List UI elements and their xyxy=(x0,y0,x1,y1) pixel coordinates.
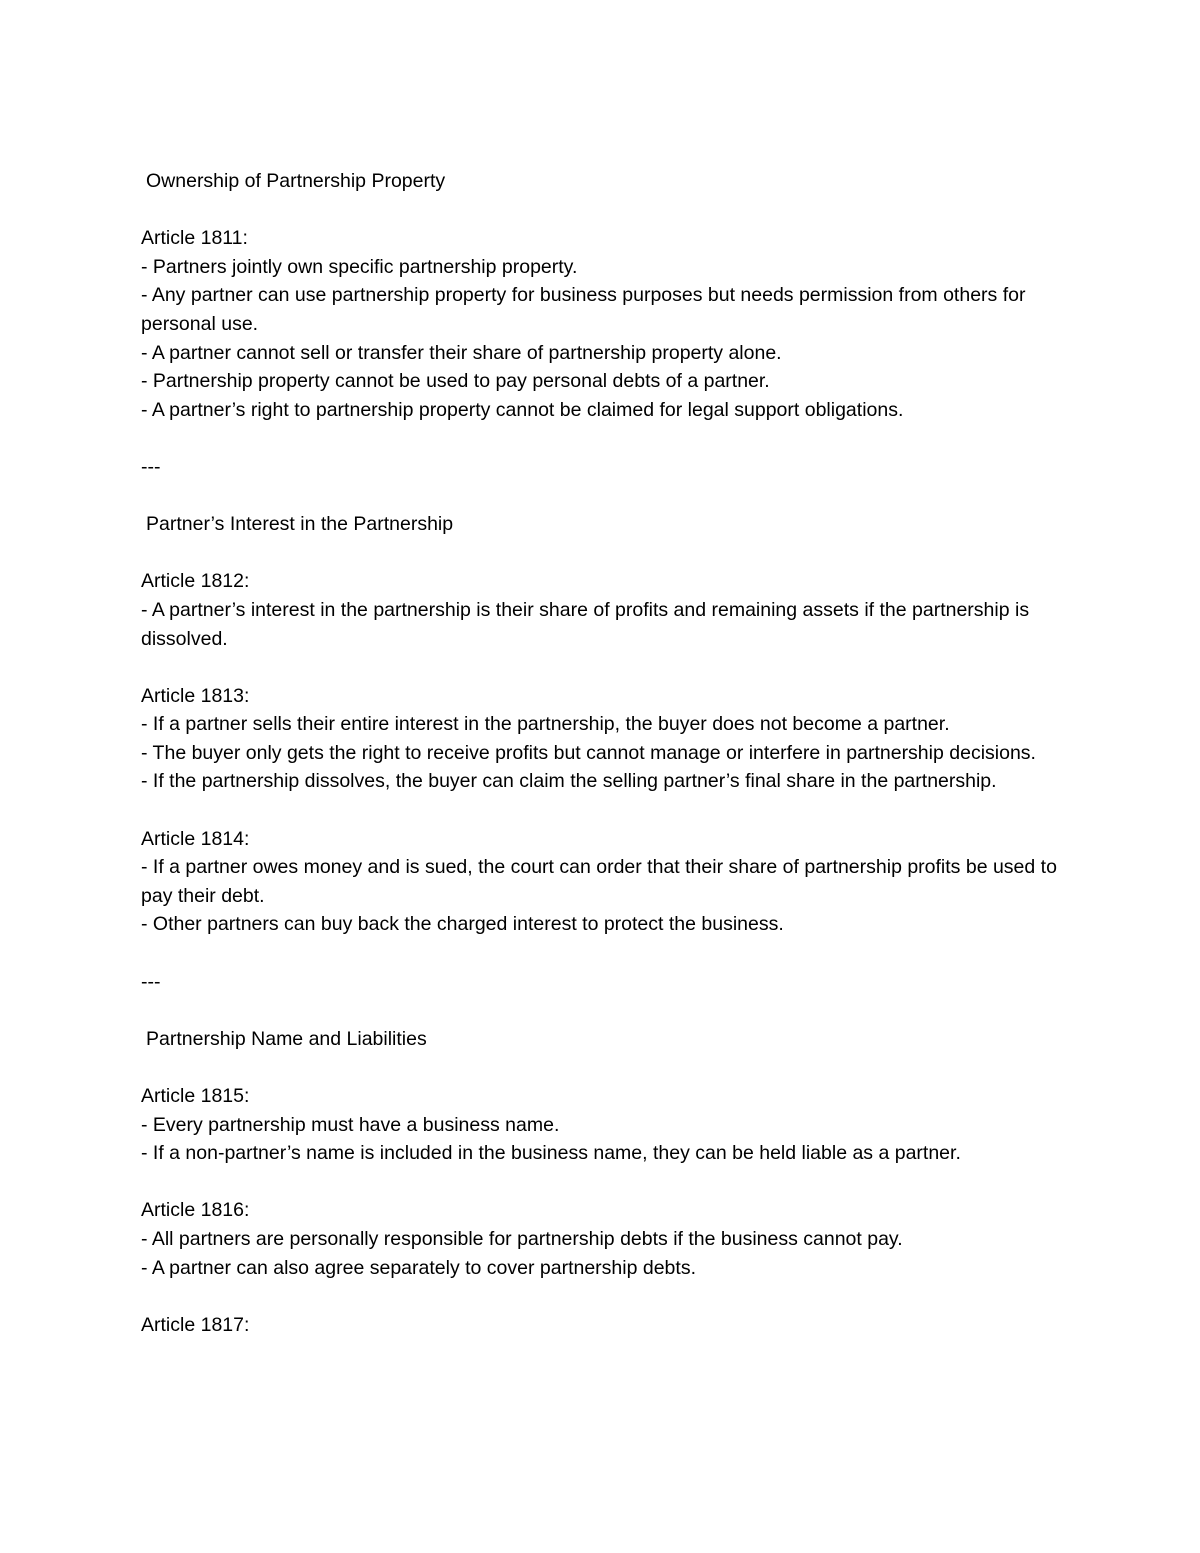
article-label: Article 1813: xyxy=(141,684,250,707)
blank-line xyxy=(141,196,1061,225)
article-bullet: - Partnership property cannot be used to pay personal debts of a partner. xyxy=(141,370,770,393)
article-bullet: - A partner can also agree separately to cover partnership debts. xyxy=(141,1256,696,1279)
article-bullet: - Other partners can buy back the charged interest to protect the business. xyxy=(141,913,784,936)
blank-line xyxy=(141,939,1061,968)
article-bullet: - All partners are personally responsible for partnership debts if the business cannot pay. xyxy=(141,1227,903,1250)
section-divider: --- xyxy=(141,455,161,478)
blank-line xyxy=(141,1168,1061,1197)
article-bullet: - Partners jointly own specific partnership property. xyxy=(141,255,578,278)
article-label: Article 1816: xyxy=(141,1199,250,1222)
section-divider: --- xyxy=(141,970,161,993)
article-bullet: - Any partner can use partnership property for business purposes but needs permission from others for personal use. xyxy=(141,284,1031,335)
section-heading: Ownership of Partnership Property xyxy=(146,170,446,192)
article-bullet: - A partner’s interest in the partnership is their share of profits and remaining assets if the partnership is dissolved. xyxy=(141,598,1035,650)
article-bullet: - A partner cannot sell or transfer their share of partnership property alone. xyxy=(141,341,782,364)
article-bullet: - A partner’s right to partnership property cannot be claimed for legal support obligations. xyxy=(141,398,904,421)
section-heading: Partnership Name and Liabilities xyxy=(146,1027,427,1050)
article-label: Article 1814: xyxy=(141,827,250,850)
blank-line xyxy=(141,539,1061,568)
blank-line xyxy=(141,424,1061,453)
blank-line xyxy=(141,996,1061,1025)
article-bullet: - The buyer only gets the right to receive profits but cannot manage or interfere in partnership decisions. xyxy=(141,741,1036,764)
blank-line xyxy=(141,653,1061,682)
blank-line xyxy=(141,482,1061,511)
blank-line xyxy=(141,796,1061,825)
article-label: Article 1812: xyxy=(141,570,250,593)
article-bullet: - If a non-partner’s name is included in the business name, they can be held liable as a partner. xyxy=(141,1142,961,1165)
document-page xyxy=(141,167,1061,1339)
blank-line xyxy=(141,1282,1061,1311)
article-label: Article 1811: xyxy=(141,227,248,250)
article-bullet: - If the partnership dissolves, the buyer can claim the selling partner’s final share in the partnership. xyxy=(141,770,997,793)
article-label: Article 1817: xyxy=(141,1313,250,1336)
article-bullet: - If a partner owes money and is sued, the court can order that their share of partnership profits be used to pay their debt. xyxy=(141,856,1063,907)
article-bullet: - If a partner sells their entire interest in the partnership, the buyer does not become a partner. xyxy=(141,713,950,736)
article-bullet: - Every partnership must have a business name. xyxy=(141,1113,560,1136)
article-label: Article 1815: xyxy=(141,1085,250,1107)
section-heading: Partner’s Interest in the Partnership xyxy=(146,513,454,536)
blank-line xyxy=(141,1053,1061,1082)
